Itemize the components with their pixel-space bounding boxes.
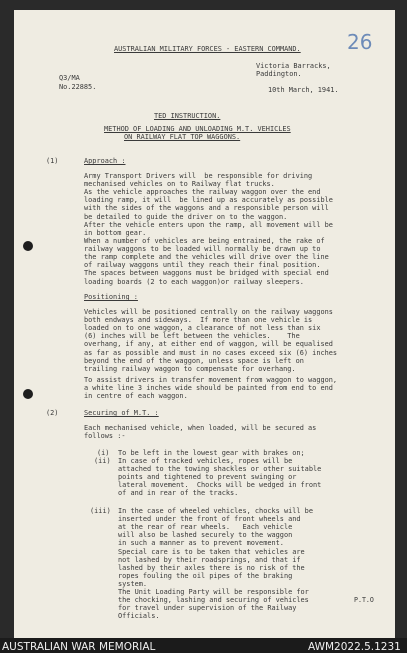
title-line-3: ON RAILWAY FLAT TOP WAGGONS.: [124, 133, 241, 141]
text-line: Army Transport Drivers will be responsible for driving: [84, 172, 313, 180]
section-1-heading: Approach :: [84, 157, 126, 165]
section-2-number: (2): [46, 409, 59, 417]
text-line: attached to the towing shackles or other suitable: [118, 465, 322, 474]
text-line: for travel under supervision of the Railway: [118, 604, 297, 613]
text-line: in centre of each waggon.: [84, 392, 188, 401]
text-line: The spaces between waggons must be bridged with special end: [84, 269, 329, 278]
pto-marker: P.T.O: [354, 596, 374, 604]
address-line-1: Victoria Barracks,: [256, 62, 331, 70]
item-i-number: (i): [97, 449, 110, 457]
title-line-2: METHOD OF LOADING AND UNLOADING M.T. VEHICLES: [104, 125, 291, 133]
text-line: The Unit Loading Party will be responsible for: [118, 588, 309, 596]
text-line: In case of tracked vehicles, ropes will be: [118, 457, 293, 465]
text-line: the chocking, lashing and securing of vehicles: [118, 596, 309, 605]
text-line: of railway waggons until they reach their final position.: [84, 261, 321, 270]
item-ii-number: (ii): [94, 457, 111, 465]
text-line: in bottom gear.: [84, 228, 147, 237]
text-line: system.: [118, 579, 148, 588]
text-line: inserted under the front of front wheels and: [118, 515, 301, 524]
text-line: loaded on to one waggon, a clearance of not less than six: [84, 324, 321, 333]
text-line: To be left in the lowest gear with brakes on;: [118, 449, 305, 457]
section-2-heading: Securing of M.T. :: [84, 409, 159, 417]
text-line: with the sides of the waggons and a responsible person will: [84, 204, 329, 213]
text-line: loading boards (2 to each waggon)or railway sleepers.: [84, 277, 304, 286]
punch-hole-bottom: [23, 389, 33, 399]
text-line: be detailed to guide the driver on to the waggon.: [84, 212, 288, 221]
text-line: in such a manner as to prevent movement.: [118, 539, 284, 548]
text-line: Special care is to be taken that vehicles are: [118, 547, 305, 556]
text-line: not lashed by their roadsprings, and that if: [118, 555, 301, 564]
text-line: both endways and sideways. If more than one vehicle is: [84, 316, 313, 325]
positioning-heading: Positioning :: [84, 293, 138, 301]
text-line: beyond the end of the waggon, unless space is left on: [84, 356, 304, 365]
text-line: As the vehicle approaches the railway waggon over the end: [84, 188, 321, 197]
text-line: points and tightened to prevent swinging or: [118, 473, 297, 482]
text-line: overhang, if any, at either end of waggon, will be equalised: [84, 340, 333, 349]
text-line: the ramp complete and the vehicles will drive over the line: [84, 253, 329, 262]
section-1-number: (1): [46, 157, 59, 165]
footer-source: AUSTRALIAN WAR MEMORIAL: [2, 641, 156, 653]
text-line: To assist drivers in transfer movement from waggon to waggon,: [84, 376, 338, 384]
punch-hole-top: [23, 241, 33, 251]
address-line-2: Paddington.: [256, 70, 302, 78]
text-line: After the vehicle enters upon the ramp, all movement will be: [84, 220, 333, 229]
text-line: mechanised vehicles on to Railway flat trucks.: [84, 180, 275, 189]
command-header: AUSTRALIAN MILITARY FORCES - EASTERN COMMAND.: [114, 45, 301, 53]
text-line: loading ramp, it will be lined up as accurately as possible: [84, 196, 333, 205]
text-line: will also be lashed securely to the waggon: [118, 531, 293, 540]
text-line: lateral movement. Chocks will be wedged in front: [118, 481, 322, 490]
text-line: Each mechanised vehicle, when loaded, will be secured as: [84, 424, 317, 432]
document-date: 10th March, 1941.: [268, 86, 339, 94]
text-line: In the case of wheeled vehicles, chocks will be: [118, 507, 313, 515]
folio-number: 26: [347, 30, 373, 54]
text-line: When a number of vehicles are being entrained, the rake of: [84, 237, 325, 245]
ref-line-1: Q3/MA: [59, 74, 80, 82]
text-line: follows :-: [84, 432, 126, 441]
text-line: as far as possible and must in no cases exceed six (6) inches: [84, 348, 338, 357]
text-line: a white line 3 inches wide should be painted from end to end: [84, 384, 333, 393]
title-line-1: TED INSTRUCTION.: [154, 112, 221, 120]
text-line: of and in rear of the tracks.: [118, 489, 239, 498]
text-line: Officials.: [118, 612, 160, 621]
text-line: Vehicles will be positioned centrally on the railway waggons: [84, 308, 333, 316]
text-line: (6) inches will be left between the vehicles. The: [84, 332, 300, 341]
ref-line-2: No.22885.: [59, 83, 97, 91]
text-line: lashed by their axles there is no risk of the: [118, 563, 305, 572]
text-line: at the rear of rear wheels. Each vehicle: [118, 523, 293, 532]
document-page: [14, 10, 395, 638]
text-line: ropes fouling the oil pipes of the braking: [118, 571, 293, 580]
text-line: railway waggons to be loaded will normally be drawn up to: [84, 245, 321, 254]
footer-accession-number: AWM2022.5.1231: [308, 641, 401, 653]
text-line: trailing railway waggon to compensate for overhang.: [84, 364, 296, 373]
item-iii-number: (iii): [90, 507, 111, 515]
